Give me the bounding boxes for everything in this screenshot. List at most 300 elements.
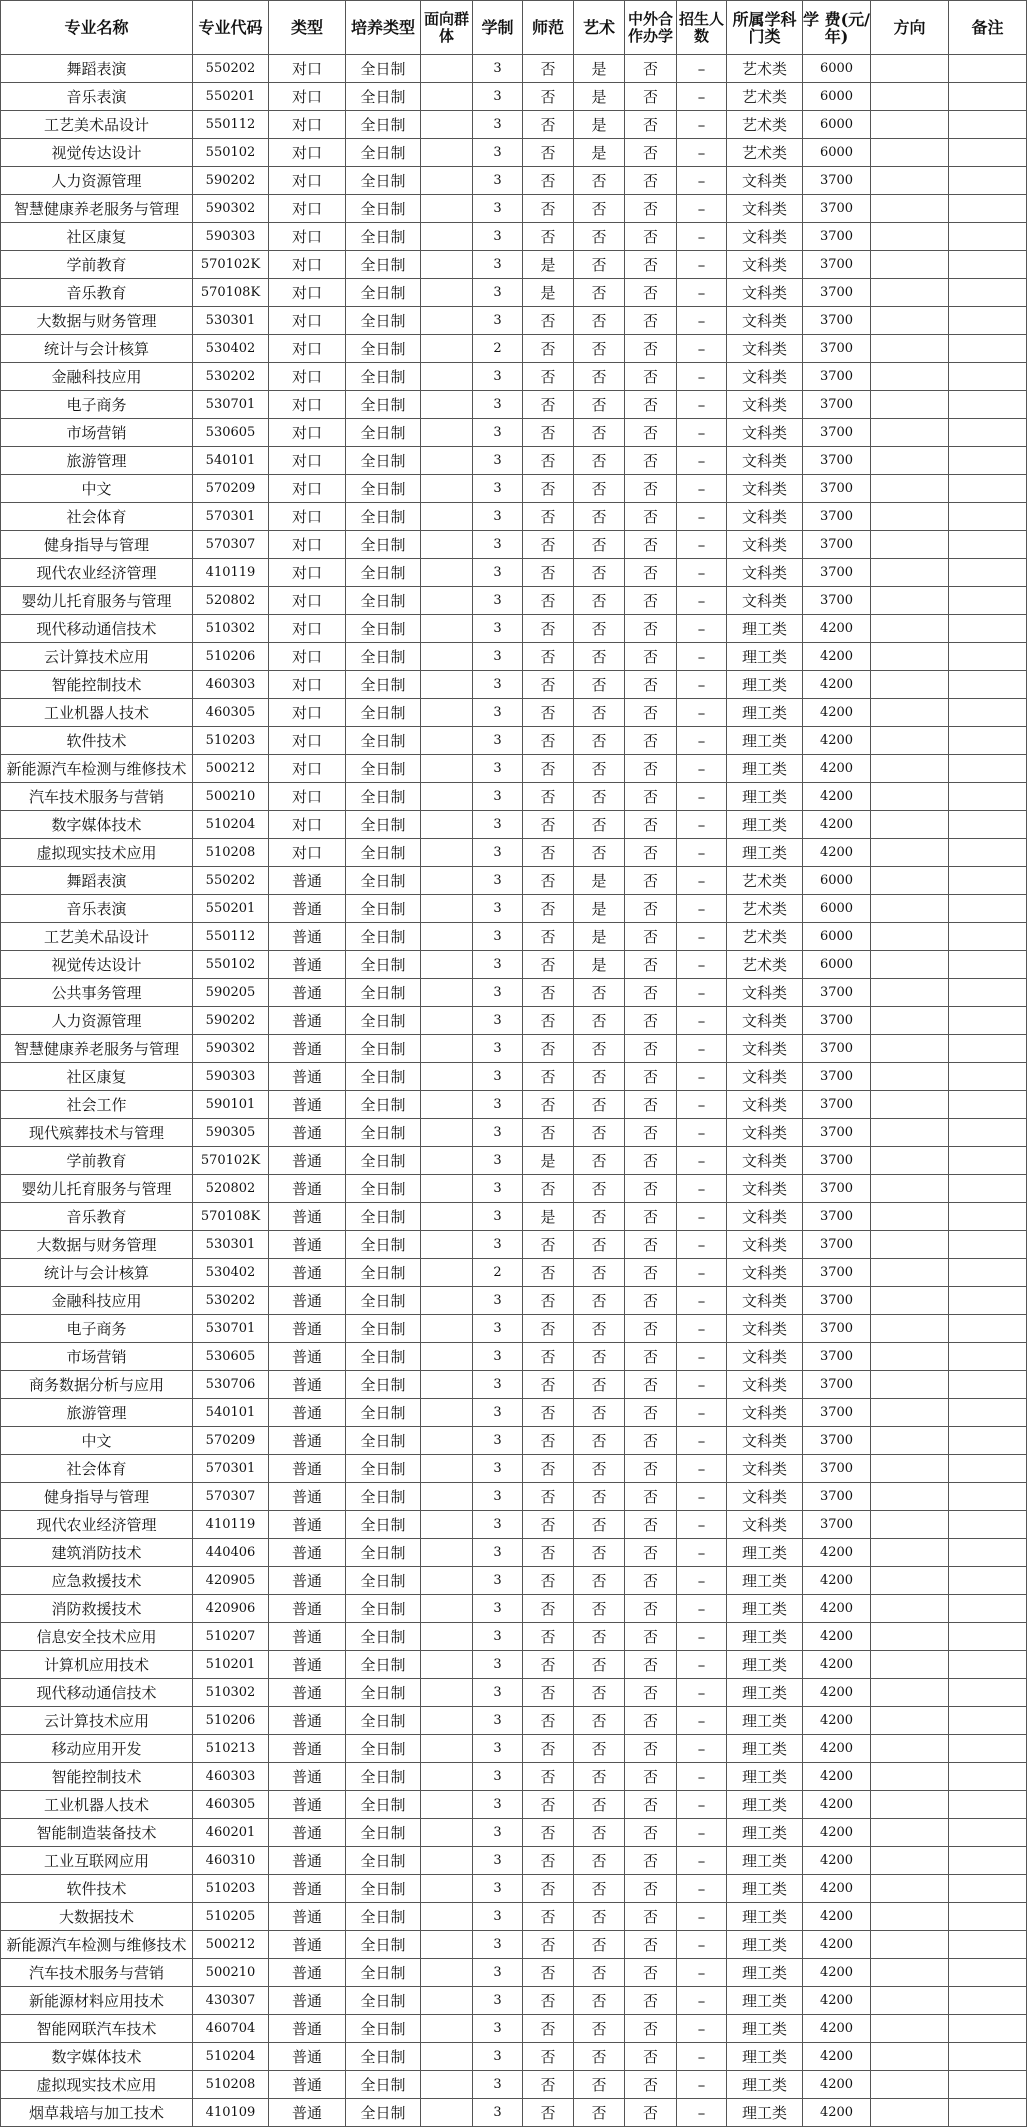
type-cell: 普通 <box>269 1679 346 1707</box>
major-name-cell: 人力资源管理 <box>1 1007 193 1035</box>
years-cell: 3 <box>473 895 523 923</box>
target-group-cell <box>421 1903 473 1931</box>
direction-cell <box>871 755 949 783</box>
teacher-training-cell: 否 <box>523 1707 574 1735</box>
type-cell: 普通 <box>269 1707 346 1735</box>
tuition-cell: 3700 <box>803 475 871 503</box>
teacher-training-cell: 否 <box>523 1959 574 1987</box>
years-cell: 3 <box>473 643 523 671</box>
type-cell: 普通 <box>269 1847 346 1875</box>
target-group-cell <box>421 783 473 811</box>
art-cell: 否 <box>574 1203 625 1231</box>
sino-foreign-cell: 否 <box>625 223 677 251</box>
tuition-cell: 3700 <box>803 1175 871 1203</box>
type-cell: 对口 <box>269 699 346 727</box>
discipline-cell: 理工类 <box>727 1931 803 1959</box>
discipline-cell: 文科类 <box>727 195 803 223</box>
training-type-cell: 全日制 <box>346 895 421 923</box>
training-type-cell: 全日制 <box>346 727 421 755</box>
art-cell: 是 <box>574 923 625 951</box>
years-cell: 3 <box>473 1903 523 1931</box>
training-type-cell: 全日制 <box>346 279 421 307</box>
sino-foreign-cell: 否 <box>625 1679 677 1707</box>
sino-foreign-cell: 否 <box>625 783 677 811</box>
table-row <box>1 363 1027 391</box>
sino-foreign-cell: 否 <box>625 1427 677 1455</box>
table-row <box>1 447 1027 475</box>
major-code-cell: 590303 <box>193 1063 269 1091</box>
type-cell: 普通 <box>269 895 346 923</box>
sino-foreign-cell: 否 <box>625 811 677 839</box>
discipline-cell: 文科类 <box>727 1399 803 1427</box>
sino-foreign-cell: 否 <box>625 699 677 727</box>
training-type-cell: 全日制 <box>346 1511 421 1539</box>
art-cell: 是 <box>574 139 625 167</box>
remarks-cell <box>949 2015 1027 2043</box>
target-group-cell <box>421 1371 473 1399</box>
type-cell: 对口 <box>269 167 346 195</box>
major-code-cell: 590302 <box>193 1035 269 1063</box>
major-code-cell: 530202 <box>193 363 269 391</box>
tuition-cell: 3700 <box>803 531 871 559</box>
target-group-cell <box>421 419 473 447</box>
teacher-training-cell: 否 <box>523 139 574 167</box>
enrollment-cell: – <box>677 363 727 391</box>
tuition-cell: 4200 <box>803 643 871 671</box>
discipline-cell: 文科类 <box>727 279 803 307</box>
discipline-cell: 文科类 <box>727 223 803 251</box>
years-cell: 3 <box>473 1483 523 1511</box>
discipline-cell: 理工类 <box>727 2043 803 2071</box>
major-code-cell: 410119 <box>193 1511 269 1539</box>
sino-foreign-cell: 否 <box>625 1371 677 1399</box>
major-name-cell: 舞蹈表演 <box>1 867 193 895</box>
type-cell: 普通 <box>269 1455 346 1483</box>
sino-foreign-cell: 否 <box>625 1903 677 1931</box>
major-code-cell: 510204 <box>193 2043 269 2071</box>
teacher-training-cell: 否 <box>523 1875 574 1903</box>
major-code-cell: 550112 <box>193 111 269 139</box>
major-name-cell: 健身指导与管理 <box>1 531 193 559</box>
discipline-cell: 理工类 <box>727 839 803 867</box>
art-cell: 否 <box>574 1035 625 1063</box>
table-row <box>1 503 1027 531</box>
art-cell: 否 <box>574 1399 625 1427</box>
major-name-cell: 智慧健康养老服务与管理 <box>1 1035 193 1063</box>
direction-cell <box>871 2071 949 2099</box>
target-group-cell <box>421 1147 473 1175</box>
type-cell: 对口 <box>269 559 346 587</box>
art-cell: 否 <box>574 1371 625 1399</box>
target-group-cell <box>421 307 473 335</box>
years-cell: 3 <box>473 699 523 727</box>
major-code-cell: 440406 <box>193 1539 269 1567</box>
teacher-training-cell: 否 <box>523 531 574 559</box>
enrollment-cell: – <box>677 1119 727 1147</box>
art-cell: 否 <box>574 671 625 699</box>
table-row <box>1 559 1027 587</box>
tuition-cell: 3700 <box>803 1259 871 1287</box>
sino-foreign-cell: 否 <box>625 1539 677 1567</box>
remarks-cell <box>949 475 1027 503</box>
sino-foreign-cell: 否 <box>625 2043 677 2071</box>
table-row <box>1 223 1027 251</box>
table-row <box>1 531 1027 559</box>
major-name-cell: 移动应用开发 <box>1 1735 193 1763</box>
enrollment-cell: – <box>677 1679 727 1707</box>
type-cell: 普通 <box>269 1399 346 1427</box>
training-type-cell: 全日制 <box>346 1987 421 2015</box>
direction-cell <box>871 1315 949 1343</box>
remarks-cell <box>949 1511 1027 1539</box>
art-cell: 否 <box>574 307 625 335</box>
table-row <box>1 1511 1027 1539</box>
major-code-cell: 530301 <box>193 1231 269 1259</box>
table-row <box>1 1959 1027 1987</box>
training-type-cell: 全日制 <box>346 1903 421 1931</box>
major-code-cell: 460303 <box>193 671 269 699</box>
major-name-cell: 市场营销 <box>1 419 193 447</box>
sino-foreign-cell: 否 <box>625 643 677 671</box>
major-name-cell: 音乐教育 <box>1 279 193 307</box>
target-group-cell <box>421 279 473 307</box>
training-type-cell: 全日制 <box>346 1623 421 1651</box>
remarks-cell <box>949 1343 1027 1371</box>
enrollment-cell: – <box>677 1763 727 1791</box>
years-cell: 3 <box>473 419 523 447</box>
major-name-cell: 金融科技应用 <box>1 1287 193 1315</box>
major-name-cell: 新能源汽车检测与维修技术 <box>1 755 193 783</box>
discipline-cell: 理工类 <box>727 699 803 727</box>
type-cell: 对口 <box>269 531 346 559</box>
years-cell: 3 <box>473 1791 523 1819</box>
type-cell: 普通 <box>269 1735 346 1763</box>
discipline-cell: 理工类 <box>727 643 803 671</box>
target-group-cell <box>421 2071 473 2099</box>
header-row <box>1 1 1027 55</box>
type-cell: 普通 <box>269 1903 346 1931</box>
discipline-cell: 文科类 <box>727 1427 803 1455</box>
direction-cell <box>871 279 949 307</box>
art-cell: 否 <box>574 1231 625 1259</box>
table-row <box>1 1259 1027 1287</box>
enrollment-cell: – <box>677 1567 727 1595</box>
type-cell: 普通 <box>269 923 346 951</box>
remarks-cell <box>949 2043 1027 2071</box>
sino-foreign-cell: 否 <box>625 2015 677 2043</box>
direction-cell <box>871 979 949 1007</box>
enrollment-cell: – <box>677 1595 727 1623</box>
tuition-cell: 4200 <box>803 1847 871 1875</box>
art-cell: 否 <box>574 1623 625 1651</box>
enrollment-cell: – <box>677 559 727 587</box>
major-code-cell: 460303 <box>193 1763 269 1791</box>
art-cell: 否 <box>574 363 625 391</box>
enrollment-cell: – <box>677 1651 727 1679</box>
discipline-cell: 理工类 <box>727 1707 803 1735</box>
years-cell: 3 <box>473 1707 523 1735</box>
table-row <box>1 1343 1027 1371</box>
type-cell: 普通 <box>269 1791 346 1819</box>
direction-cell <box>871 1035 949 1063</box>
sino-foreign-cell: 否 <box>625 1035 677 1063</box>
remarks-cell <box>949 1539 1027 1567</box>
direction-cell <box>871 83 949 111</box>
enrollment-cell: – <box>677 55 727 83</box>
sino-foreign-cell: 否 <box>625 1959 677 1987</box>
discipline-cell: 文科类 <box>727 1511 803 1539</box>
art-cell: 否 <box>574 1903 625 1931</box>
tuition-cell: 4200 <box>803 727 871 755</box>
discipline-cell: 文科类 <box>727 1119 803 1147</box>
enrollment-cell: – <box>677 2015 727 2043</box>
type-cell: 对口 <box>269 727 346 755</box>
teacher-training-cell: 否 <box>523 587 574 615</box>
years-cell: 3 <box>473 1763 523 1791</box>
years-cell: 3 <box>473 475 523 503</box>
discipline-cell: 理工类 <box>727 1903 803 1931</box>
target-group-cell <box>421 1567 473 1595</box>
major-code-cell: 530301 <box>193 307 269 335</box>
direction-cell <box>871 475 949 503</box>
major-code-cell: 420906 <box>193 1595 269 1623</box>
major-code-cell: 530701 <box>193 391 269 419</box>
years-cell: 3 <box>473 1287 523 1315</box>
art-cell: 否 <box>574 2043 625 2071</box>
remarks-cell <box>949 1371 1027 1399</box>
years-cell: 3 <box>473 2099 523 2127</box>
tuition-cell: 4200 <box>803 1931 871 1959</box>
art-cell: 否 <box>574 1595 625 1623</box>
art-cell: 否 <box>574 1847 625 1875</box>
type-cell: 普通 <box>269 2099 346 2127</box>
discipline-cell: 艺术类 <box>727 83 803 111</box>
tuition-cell: 3700 <box>803 363 871 391</box>
type-cell: 普通 <box>269 1623 346 1651</box>
art-cell: 否 <box>574 2015 625 2043</box>
tuition-cell: 3700 <box>803 1455 871 1483</box>
target-group-cell <box>421 1427 473 1455</box>
remarks-cell <box>949 139 1027 167</box>
art-cell: 否 <box>574 475 625 503</box>
years-cell: 3 <box>473 2043 523 2071</box>
type-cell: 普通 <box>269 1175 346 1203</box>
major-name-cell: 虚拟现实技术应用 <box>1 2071 193 2099</box>
type-cell: 对口 <box>269 643 346 671</box>
major-code-cell: 520802 <box>193 1175 269 1203</box>
major-name-cell: 音乐教育 <box>1 1203 193 1231</box>
sino-foreign-cell: 否 <box>625 1987 677 2015</box>
years-cell: 3 <box>473 1623 523 1651</box>
major-code-cell: 500212 <box>193 755 269 783</box>
major-name-cell: 电子商务 <box>1 391 193 419</box>
type-cell: 对口 <box>269 475 346 503</box>
type-cell: 普通 <box>269 1091 346 1119</box>
major-code-cell: 530605 <box>193 1343 269 1371</box>
major-name-cell: 旅游管理 <box>1 447 193 475</box>
major-name-cell: 智能控制技术 <box>1 1763 193 1791</box>
target-group-cell <box>421 1315 473 1343</box>
type-cell: 普通 <box>269 1287 346 1315</box>
art-cell: 否 <box>574 1259 625 1287</box>
discipline-cell: 文科类 <box>727 363 803 391</box>
tuition-cell: 4200 <box>803 811 871 839</box>
type-cell: 普通 <box>269 2015 346 2043</box>
years-cell: 3 <box>473 671 523 699</box>
tuition-cell: 4200 <box>803 1595 871 1623</box>
years-cell: 3 <box>473 1399 523 1427</box>
major-name-cell: 现代殡葬技术与管理 <box>1 1119 193 1147</box>
target-group-cell <box>421 643 473 671</box>
enrollment-cell: – <box>677 1091 727 1119</box>
target-group-cell <box>421 531 473 559</box>
training-type-cell: 全日制 <box>346 1231 421 1259</box>
remarks-cell <box>949 419 1027 447</box>
enrollment-cell: – <box>677 951 727 979</box>
teacher-training-cell: 否 <box>523 1371 574 1399</box>
sino-foreign-cell: 否 <box>625 1735 677 1763</box>
major-name-cell: 电子商务 <box>1 1315 193 1343</box>
major-name-cell: 学前教育 <box>1 251 193 279</box>
years-cell: 3 <box>473 1203 523 1231</box>
type-cell: 对口 <box>269 503 346 531</box>
tuition-cell: 3700 <box>803 1147 871 1175</box>
target-group-cell <box>421 1063 473 1091</box>
major-name-cell: 中文 <box>1 475 193 503</box>
years-cell: 3 <box>473 755 523 783</box>
table-row <box>1 951 1027 979</box>
tuition-cell: 6000 <box>803 867 871 895</box>
table-row <box>1 699 1027 727</box>
direction-cell <box>871 503 949 531</box>
remarks-cell <box>949 951 1027 979</box>
type-cell: 对口 <box>269 139 346 167</box>
enrollment-cell: – <box>677 1847 727 1875</box>
years-cell: 2 <box>473 335 523 363</box>
enrollment-cell: – <box>677 1175 727 1203</box>
enrollment-cell: – <box>677 195 727 223</box>
header-remarks: 备注 <box>949 1 1027 55</box>
major-code-cell: 410109 <box>193 2099 269 2127</box>
training-type-cell: 全日制 <box>346 671 421 699</box>
tuition-cell: 4200 <box>803 1903 871 1931</box>
art-cell: 否 <box>574 1959 625 1987</box>
enrollment-cell: – <box>677 1483 727 1511</box>
header-art: 艺术 <box>574 1 625 55</box>
training-type-cell: 全日制 <box>346 1343 421 1371</box>
table-row <box>1 391 1027 419</box>
remarks-cell <box>949 1287 1027 1315</box>
training-type-cell: 全日制 <box>346 531 421 559</box>
tuition-cell: 3700 <box>803 1483 871 1511</box>
major-code-cell: 550201 <box>193 895 269 923</box>
teacher-training-cell: 否 <box>523 1763 574 1791</box>
table-row <box>1 839 1027 867</box>
enrollment-cell: – <box>677 1623 727 1651</box>
art-cell: 是 <box>574 951 625 979</box>
enrollment-cell: – <box>677 1371 727 1399</box>
major-code-cell: 510205 <box>193 1903 269 1931</box>
training-type-cell: 全日制 <box>346 167 421 195</box>
major-code-cell: 460305 <box>193 1791 269 1819</box>
training-type-cell: 全日制 <box>346 1819 421 1847</box>
discipline-cell: 文科类 <box>727 307 803 335</box>
tuition-cell: 4200 <box>803 1959 871 1987</box>
major-name-cell: 消防救援技术 <box>1 1595 193 1623</box>
major-name-cell: 现代农业经济管理 <box>1 1511 193 1539</box>
major-code-cell: 500210 <box>193 1959 269 1987</box>
years-cell: 3 <box>473 559 523 587</box>
discipline-cell: 文科类 <box>727 1203 803 1231</box>
discipline-cell: 理工类 <box>727 1763 803 1791</box>
years-cell: 3 <box>473 531 523 559</box>
tuition-cell: 3700 <box>803 1427 871 1455</box>
major-code-cell: 510207 <box>193 1623 269 1651</box>
enrollment-cell: – <box>677 923 727 951</box>
sino-foreign-cell: 否 <box>625 503 677 531</box>
years-cell: 3 <box>473 979 523 1007</box>
table-row <box>1 1399 1027 1427</box>
table-row <box>1 1091 1027 1119</box>
sino-foreign-cell: 否 <box>625 363 677 391</box>
training-type-cell: 全日制 <box>346 643 421 671</box>
remarks-cell <box>949 503 1027 531</box>
years-cell: 3 <box>473 1315 523 1343</box>
teacher-training-cell: 否 <box>523 2043 574 2071</box>
type-cell: 对口 <box>269 195 346 223</box>
training-type-cell: 全日制 <box>346 1035 421 1063</box>
enrollment-cell: – <box>677 671 727 699</box>
enrollment-cell: – <box>677 1539 727 1567</box>
type-cell: 对口 <box>269 363 346 391</box>
table-row <box>1 1483 1027 1511</box>
remarks-cell <box>949 1763 1027 1791</box>
tuition-cell: 3700 <box>803 1343 871 1371</box>
table-row <box>1 895 1027 923</box>
tuition-cell: 4200 <box>803 1791 871 1819</box>
training-type-cell: 全日制 <box>346 1175 421 1203</box>
enrollment-cell: – <box>677 1007 727 1035</box>
table-row <box>1 1875 1027 1903</box>
years-cell: 3 <box>473 1455 523 1483</box>
teacher-training-cell: 否 <box>523 1231 574 1259</box>
enrollment-cell: – <box>677 531 727 559</box>
type-cell: 对口 <box>269 783 346 811</box>
target-group-cell <box>421 1819 473 1847</box>
years-cell: 3 <box>473 55 523 83</box>
discipline-cell: 理工类 <box>727 1679 803 1707</box>
type-cell: 普通 <box>269 1231 346 1259</box>
type-cell: 对口 <box>269 419 346 447</box>
direction-cell <box>871 1819 949 1847</box>
enrollment-cell: – <box>677 699 727 727</box>
years-cell: 3 <box>473 167 523 195</box>
art-cell: 否 <box>574 839 625 867</box>
remarks-cell <box>949 1651 1027 1679</box>
years-cell: 3 <box>473 587 523 615</box>
years-cell: 3 <box>473 1735 523 1763</box>
major-code-cell: 570102K <box>193 1147 269 1175</box>
art-cell: 否 <box>574 1511 625 1539</box>
target-group-cell <box>421 755 473 783</box>
discipline-cell: 文科类 <box>727 503 803 531</box>
header-major-name: 专业名称 <box>1 1 193 55</box>
table-row <box>1 643 1027 671</box>
teacher-training-cell: 否 <box>523 811 574 839</box>
table-row <box>1 1427 1027 1455</box>
table-row <box>1 1595 1027 1623</box>
teacher-training-cell: 否 <box>523 979 574 1007</box>
